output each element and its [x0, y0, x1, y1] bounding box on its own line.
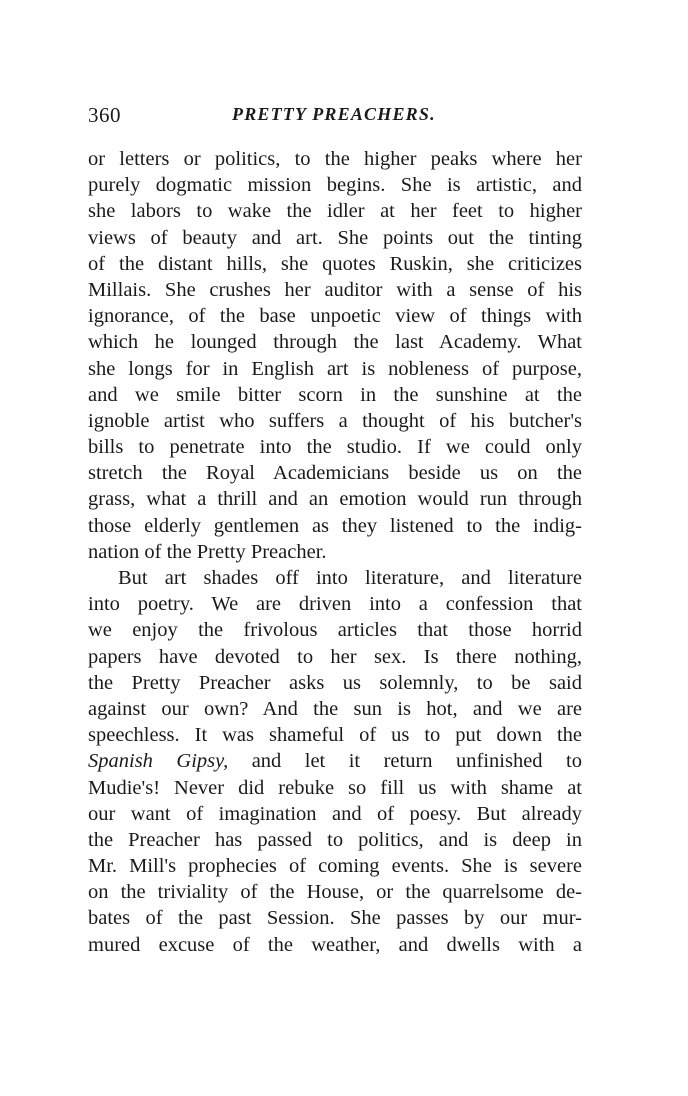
text-line: ignorance, of the base unpoetic view of things with	[88, 305, 582, 328]
text-line: and we smile bitter scorn in the sunshine at the	[88, 383, 582, 406]
text-line: Mr. Mill's prophecies of coming events. She is severe	[88, 855, 582, 878]
page-number: 360	[88, 103, 121, 127]
text-line: speechless. It was shameful of us to put down the	[88, 724, 582, 747]
paragraph-first-line: But art shades off into literature, and literature	[118, 567, 582, 589]
text-line: our want of imagination and of poesy. But already	[88, 802, 582, 825]
text-line-rest: and let it return unfinished to	[228, 750, 582, 773]
text-line: bates of the past Session. She passes by our mur-	[88, 907, 582, 930]
text-line-with-italic	[88, 748, 582, 774]
text-line: stretch the Royal Academicians beside us on the	[88, 462, 582, 485]
body-text	[88, 146, 582, 958]
text-line: we enjoy the frivolous articles that those horrid	[88, 619, 582, 642]
text-line: Mudie's! Never did rebuke so fill us with shame at	[88, 776, 582, 799]
text-line: mured excuse of the weather, and dwells with a	[88, 933, 582, 956]
text-line: purely dogmatic mission begins. She is artistic, and	[88, 174, 582, 197]
text-line: into poetry. We are driven into a confession that	[88, 593, 582, 616]
text-line: bills to penetrate into the studio. If we could only	[88, 436, 582, 459]
text-line: papers have devoted to her sex. Is there nothing,	[88, 645, 582, 668]
text-line: against our own? And the sun is hot, and we are	[88, 697, 582, 720]
text-line: she labors to wake the idler at her feet to higher	[88, 200, 582, 223]
text-line: of the distant hills, she quotes Ruskin, she criticizes	[88, 252, 582, 275]
text-line: ignoble artist who suffers a thought of his butcher's	[88, 409, 582, 432]
text-line: the Preacher has passed to politics, and is deep in	[88, 828, 582, 851]
text-line: she longs for in English art is nobleness of purpose,	[88, 357, 582, 380]
text-line: grass, what a thrill and an emotion would run through	[88, 488, 582, 511]
page-header	[88, 103, 582, 131]
text-line: which he lounged through the last Academy. What	[88, 331, 582, 354]
text-line: on the triviality of the House, or the quarrelsome de-	[88, 881, 582, 904]
running-title: PRETTY PREACHERS.	[232, 104, 436, 124]
text-line: nation of the Pretty Preacher.	[88, 540, 327, 563]
text-line: or letters or politics, to the higher peaks where her	[88, 148, 582, 170]
text-line: views of beauty and art. She points out the tinting	[88, 226, 582, 249]
text-line: those elderly gentlemen as they listened to the indig-	[88, 514, 582, 537]
text-line: the Pretty Preacher asks us solemnly, to be said	[88, 671, 582, 694]
book-title-italic: Spanish Gipsy,	[88, 750, 229, 773]
text-line: Millais. She crushes her auditor with a sense of his	[88, 278, 582, 301]
